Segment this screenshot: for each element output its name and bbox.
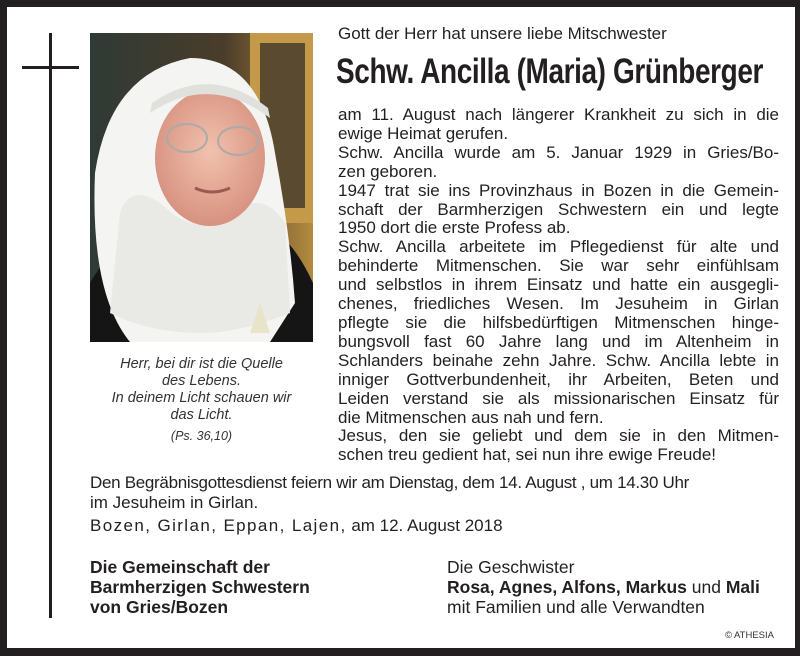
caption-line: das Licht.: [170, 407, 233, 423]
conjunction: und: [686, 577, 726, 597]
psalm-caption: [90, 356, 313, 445]
cross-icon-bar: [22, 66, 79, 69]
place-towns: Bozen, Girlan, Eppan, Lajen,: [90, 516, 347, 535]
copyright: © ATHESIA: [724, 630, 774, 641]
body-line: schaft der Barmherzigen Schwestern ein und legte: [338, 199, 779, 219]
body-line: chenes, friedliches Wesen. Im Jesuheim in Girlan: [338, 294, 779, 314]
body-line: pflegte sie die hilfsbedürftigen Mitmenschen hinge-: [338, 312, 779, 332]
body-line: bungsvoll fast 60 Jahre lang und im Altenheim in: [338, 331, 779, 351]
notice-date: am 12. August 2018: [351, 516, 503, 535]
mourner-line: Die Gemeinschaft der: [90, 557, 270, 577]
funeral-line: Den Begräbnisgottesdienst feiern wir am Dienstag, dem 14. August , um 14.30 Uhr: [90, 473, 690, 492]
mourners-family: [447, 557, 760, 617]
body-line: Schw. Ancilla wurde am 5. Januar 1929 in Gries/Bo-: [338, 142, 779, 162]
funeral-and-place: [90, 473, 790, 536]
body-line: ewige Heimat gerufen.: [338, 123, 509, 143]
obituary-body: [338, 106, 779, 465]
body-line: 1950 dort die erste Profess ab.: [338, 218, 571, 238]
mourner-line: von Gries/Bozen: [90, 597, 229, 617]
body-line: Leiden verstand sie als missionarischen Einsatz für: [338, 388, 779, 408]
body-line: schen treu gedient hat, sei nun ihre ewige Freude!: [338, 445, 717, 465]
body-line: Schlanders beinahe zehn Jahre. Schw. Ancilla lebte in: [338, 350, 779, 370]
body-line: und selbstlos in ihrem Einsatz und hatte ein ausgegli-: [338, 275, 779, 295]
mourner-line: mit Familien und alle Verwandten: [447, 597, 705, 617]
body-line: 1947 trat sie ins Provinzhaus in Bozen in die Gemein-: [338, 180, 779, 200]
mourner-line: Barmherzigen Schwestern: [90, 577, 310, 597]
sibling-name-last: Mali: [725, 577, 760, 597]
caption-line: In deinem Licht schauen wir: [111, 390, 292, 406]
caption-reference: (Ps. 36,10): [170, 429, 233, 443]
body-line: zen geboren.: [338, 161, 438, 181]
siblings-line: [447, 577, 760, 597]
intro-text: Gott der Herr hat unsere liebe Mitschwester: [338, 24, 667, 43]
body-line: inniger Gottverbundenheit, ihr Arbeiten, Beten und: [338, 369, 779, 389]
body-line: Jesus, den sie geliebt und dem sie in den Mitmen-: [338, 426, 779, 446]
mourner-line: Die Geschwister: [447, 557, 575, 577]
body-line: die Mitmenschen aus nah und fern.: [338, 407, 604, 427]
sibling-names: Rosa, Agnes, Alfons, Markus: [447, 577, 687, 597]
portrait-photo: [90, 33, 313, 342]
body-line: Schw. Ancilla arbeitete im Pflegedienst für alte und: [338, 237, 779, 257]
caption-line: des Lebens.: [161, 373, 241, 389]
funeral-line: im Jesuheim in Girlan.: [90, 493, 259, 512]
mourners-community: [90, 557, 310, 617]
deceased-name: Schw. Ancilla (Maria) Grünberger: [336, 52, 763, 91]
place-date: [90, 516, 790, 536]
cross-icon: [49, 33, 52, 618]
body-line: behinderte Mitmenschen. Sie war sehr einfühlsam: [338, 256, 779, 276]
body-line: am 11. August nach längerer Krankheit zu sich in die: [338, 105, 779, 124]
caption-line: Herr, bei dir ist die Quelle: [120, 356, 283, 372]
